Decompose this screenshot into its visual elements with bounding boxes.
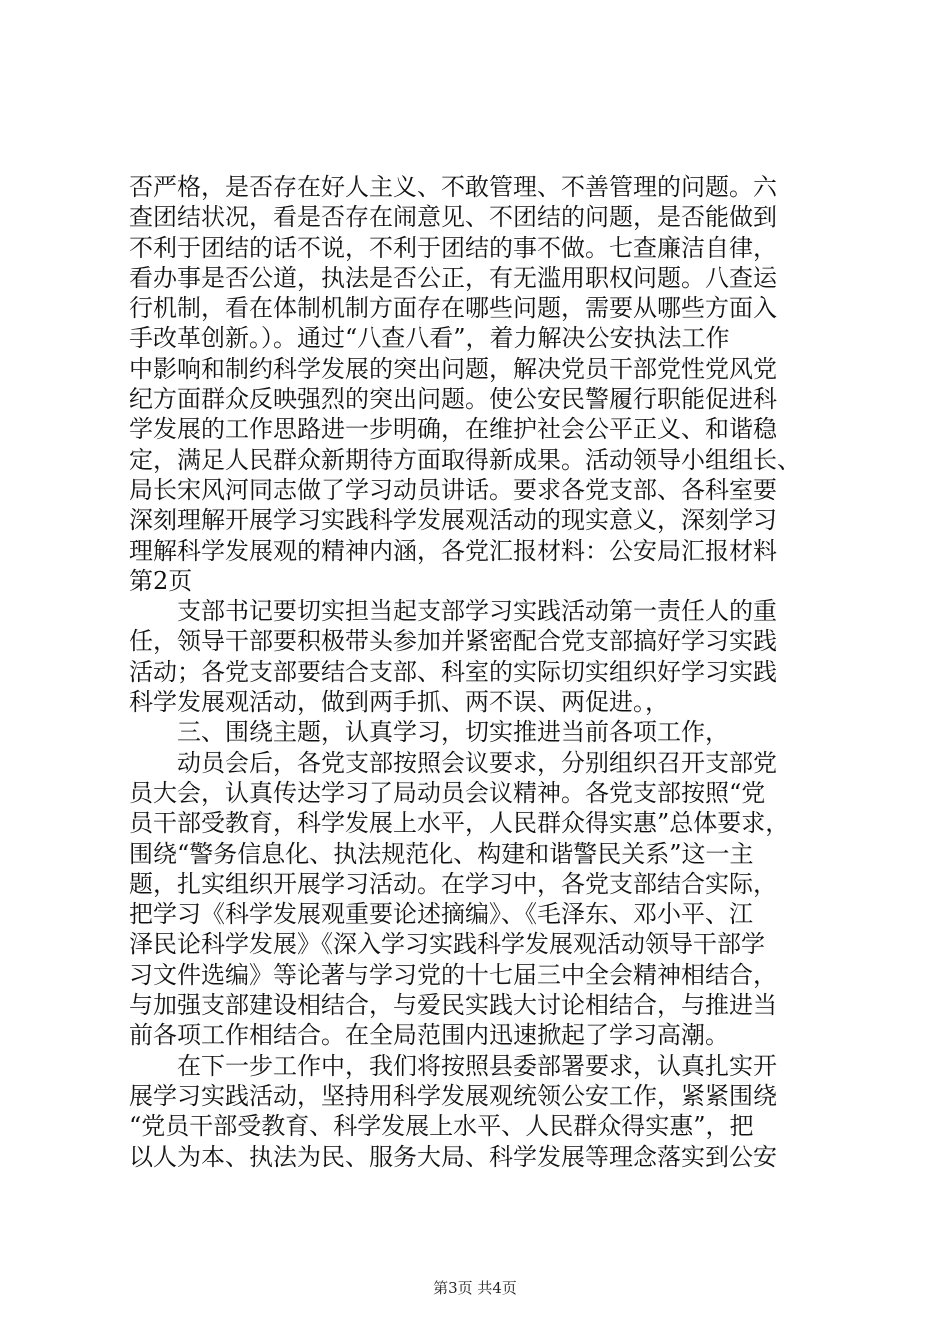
text-line: 习文件选编》等论著与学习党的十七届三中全会精神相结合， (129, 960, 777, 989)
text-line: “党员干部受教育、科学发展上水平、人民群众得实惠”，把 (129, 1112, 754, 1141)
text-line: 展学习实践活动，坚持用科学发展观统领公安工作，紧紧围绕 (129, 1081, 777, 1110)
text-line: 任，领导干部要积极带头参加并紧密配合党支部搞好学习实践 (129, 627, 777, 656)
text-line: 把学习《科学发展观重要论述摘编》、《毛泽东、邓小平、江 (129, 900, 753, 929)
text-line: 动员会后，各党支部按照会议要求，分别组织召开支部党 (129, 748, 777, 777)
text-line: 支部书记要切实担当起支部学习实践活动第一责任人的重 (129, 597, 777, 626)
text-line: 在下一步工作中，我们将按照县委部署要求，认真扎实开 (129, 1051, 777, 1080)
text-line: 局长宋风河同志做了学习动员讲话。要求各党支部、各科室要 (129, 475, 777, 504)
text-line: 泽民论科学发展》《深入学习实践科学发展观活动领导干部学 (129, 930, 765, 959)
text-line: 第2页 (129, 566, 193, 595)
text-line: 员大会，认真传达学习了局动员会议精神。各党支部按照“党 (129, 778, 766, 807)
text-line: 行机制，看在体制机制方面存在哪些问题，需要从哪些方面入 (129, 294, 777, 323)
text-line: 员干部受教育，科学发展上水平，人民群众得实惠”总体要求， (129, 809, 790, 838)
text-line: 与加强支部建设相结合，与爱民实践大讨论相结合，与推进当 (129, 991, 777, 1020)
text-line: 科学发展观活动，做到两手抓、两不误、两促进。， (129, 688, 669, 717)
text-line: 深刻理解开展学习实践科学发展观活动的现实意义，深刻学习 (129, 506, 777, 535)
text-line: 手改革创新。）。通过“八查八看”，着力解决公安执法工作 (129, 324, 730, 353)
text-line: 围绕“警务信息化、执法规范化、构建和谐警民关系”这一主 (129, 839, 754, 868)
text-line: 活动；各党支部要结合支部、科室的实际切实组织好学习实践 (129, 657, 777, 686)
text-line: 前各项工作相结合。在全局范围内迅速掀起了学习高潮。 (129, 1021, 729, 1050)
text-line: 纪方面群众反映强烈的突出问题。使公安民警履行职能促进科 (129, 385, 777, 414)
text-line: 查团结状况，看是否存在闹意见、不团结的问题，是否能做到 (129, 203, 777, 232)
text-line: 看办事是否公道，执法是否公正，有无滥用职权问题。八查运 (129, 263, 777, 292)
text-line: 以人为本、执法为民、服务大局、科学发展等理念落实到公安 (129, 1142, 777, 1171)
document-body (129, 172, 829, 1172)
text-line: 学发展的工作思路进一步明确，在维护社会公平正义、和谐稳 (129, 415, 777, 444)
text-line: 不利于团结的话不说，不利于团结的事不做。七查廉洁自律， (129, 233, 777, 262)
text-line: 否严格，是否存在好人主义、不敢管理、不善管理的问题。六 (129, 173, 777, 201)
text-line: 理解科学发展观的精神内涵，各党汇报材料：公安局汇报材料 (129, 536, 777, 565)
text-line: 三、围绕主题，认真学习，切实推进当前各项工作， (129, 718, 729, 747)
text-line: 题，扎实组织开展学习活动。在学习中，各党支部结合实际， (129, 869, 777, 898)
text-line: 定，满足人民群众新期待方面取得新成果。活动领导小组组长、 (129, 445, 801, 474)
page-footer: 第3页 共4页 (433, 1279, 517, 1297)
text-line: 中影响和制约科学发展的突出问题，解决党员干部党性党风党 (129, 354, 777, 383)
